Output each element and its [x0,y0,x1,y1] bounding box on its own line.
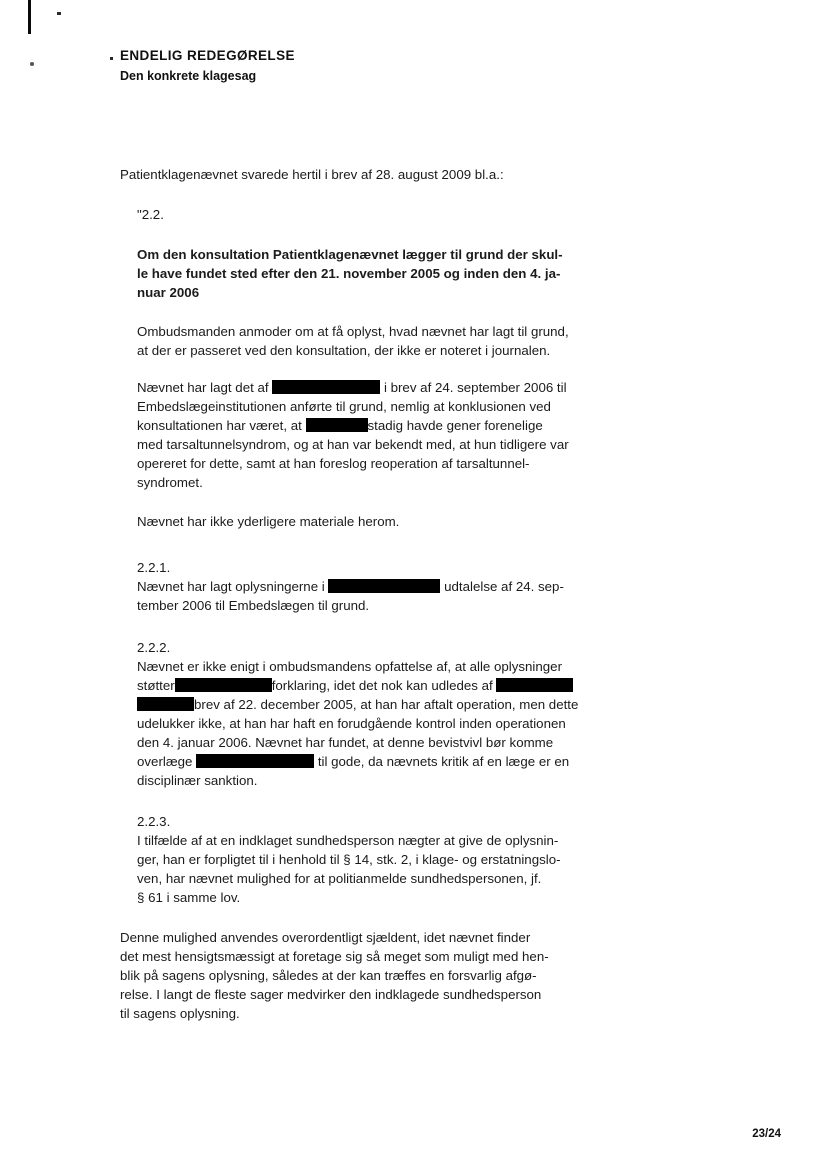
text-run: tember 2006 til Embedslægen til grund. [137,598,370,613]
redaction-bar [137,697,194,711]
text-run: 2.2.3. [137,814,171,829]
text-run: til gode, da nævnets kritik af en læge er en [314,754,570,769]
text-run: udelukker ikke, at han har haft en forudgående kontrol inden operationen [137,716,566,731]
redaction-bar [272,380,380,394]
text-run: blik på sagens oplysning, således at der kan træffes en forsvarlig afgø- [120,968,537,983]
document-title: ENDELIG REDEGØRELSE [120,48,295,63]
paragraph-section-2-2-3 [137,812,720,831]
text-run: § 61 i samme lov. [137,890,241,905]
text-run: opereret for dette, samt at han foreslog reoperation af tarsaltunnel- [137,456,530,471]
text-run: syndromet. [137,475,203,490]
paragraph-intro [120,165,720,184]
redaction-bar [196,754,314,768]
text-run: støtter [137,678,175,693]
text-run: Patientklagenævnet svarede hertil i brev af 28. august 2009 bl.a.: [120,167,504,182]
document-header [120,48,295,83]
text-run: Nævnet er ikke enigt i ombudsmandens opfattelse af, at alle oplysninger [137,659,563,674]
scan-artifact-line [28,0,31,34]
text-run: Embedslægeinstitutionen anførte til grund, nemlig at konklusionen ved [137,399,551,414]
text-run: den 4. januar 2006. Nævnet har fundet, at denne bevistvivl bør komme [137,735,554,750]
paragraph-heading-2-2 [137,245,720,302]
text-run: Denne mulighed anvendes overordentligt sjældent, idet nævnet finder [120,930,531,945]
text-run: ger, han er forpligtet til i henhold til § 14, stk. 2, i klage- og erstatningslo- [137,852,561,867]
paragraph-ikke-yderligere [137,512,720,531]
text-run: ven, har nævnet mulighed for at politianmelde sundhedspersonen, jf. [137,871,542,886]
text-run: Ombudsmanden anmoder om at få oplyst, hvad nævnet har lagt til grund, [137,324,569,339]
paragraph-denne-mulighed [120,928,720,1023]
text-run: disciplinær sanktion. [137,773,258,788]
text-run: nuar 2006 [137,285,200,300]
redaction-bar [306,418,368,432]
text-run: overlæge [137,754,197,769]
text-run: at der er passeret ved den konsultation, der ikke er noteret i journalen. [137,343,551,358]
text-run: forklaring, idet det nok kan udledes af [271,678,497,693]
paragraph-section-2-2-2 [137,638,720,657]
text-run: med tarsaltunnelsyndrom, og at han var bekendt med, at hun tidligere var [137,437,569,452]
text-run: det mest hensigtsmæssigt at foretage sig så meget som muligt med hen- [120,949,549,964]
scan-speck [110,57,113,60]
text-run: le have fundet sted efter den 21. november 2005 og inden den 4. ja- [137,266,561,281]
text-run: stadig havde gener forenelige [367,418,543,433]
redaction-bar [175,678,272,692]
text-run: til sagens oplysning. [120,1006,240,1021]
text-run: relse. I langt de fleste sager medvirker den indklagede sundhedsperson [120,987,542,1002]
text-run: udtalelse af 24. sep- [440,579,564,594]
text-run: Nævnet har lagt oplysningerne i [137,579,329,594]
scan-speck [57,12,61,15]
paragraph-naevnet-grund [137,378,720,492]
scan-speck [30,62,34,66]
text-run: 2.2.2. [137,640,171,655]
text-run: i brev af 24. september 2006 til [380,380,567,395]
redaction-bar [496,678,573,692]
paragraph-section-2-2-1 [137,558,720,577]
text-run: 2.2.1. [137,560,171,575]
text-run: Om den konsultation Patientklagenævnet lægger til grund der skul- [137,247,563,262]
paragraph-quote-open [137,205,720,224]
text-run: "2.2. [137,207,164,222]
text-run: Nævnet har ikke yderligere materiale herom. [137,514,400,529]
page-number: 23/24 [752,1128,781,1140]
text-run: I tilfælde af at en indklaget sundhedsperson nægter at give de oplysnin- [137,833,559,848]
redaction-bar [328,579,440,593]
paragraph-ombudsmanden [137,322,720,360]
paragraph-2-2-1-body [137,577,720,615]
text-run: Nævnet har lagt det af [137,380,273,395]
paragraph-2-2-3-body [137,831,720,907]
text-run: brev af 22. december 2005, at han har aftalt operation, men dette [194,697,579,712]
document-subtitle: Den konkrete klagesag [120,69,257,83]
text-run: konsultationen har været, at [137,418,306,433]
document-body [120,165,720,1023]
paragraph-2-2-2-body [137,657,720,790]
